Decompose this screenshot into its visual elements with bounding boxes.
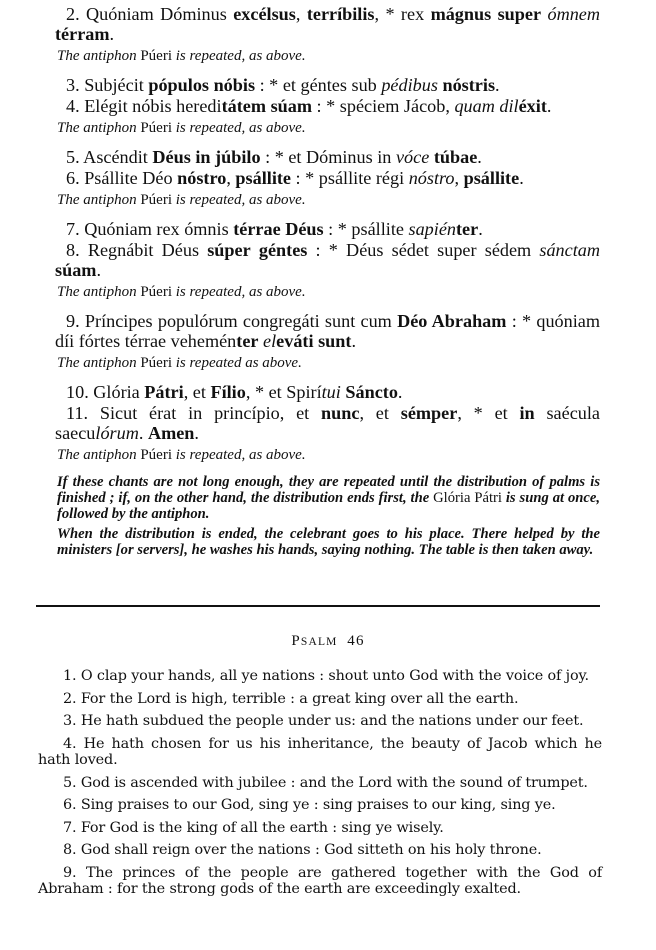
- rubric-instruction: When the distribution is ended, the celebrant goes to his place. There helped by the ministers [or servers], he washes his hands, saying nothing. The table is then taken away.: [57, 526, 600, 558]
- latin-verse: 8. Regnábit Déus súper géntes : * Déus sédet super sédem sánctam súam.: [55, 240, 601, 280]
- psalm-title: PSALM 46: [291, 633, 365, 649]
- antiphon-rubric: The antiphon Púeri is repeated, as above.: [57, 192, 306, 208]
- english-verse: 6. Sing praises to our God, sing ye : sing praises to our king, sing ye.: [63, 797, 556, 813]
- rubric-instruction: If these chants are not long enough, they are repeated until the distribution of palms is finished ; if, on the other hand, the distribution ends first, the Glória Pátri is sung at once, followed by the antiphon.: [57, 474, 601, 522]
- section-divider: [36, 605, 600, 607]
- latin-verse: 5. Ascéndit Déus in júbilo : * et Dóminus in vóce túbae.: [66, 147, 482, 167]
- latin-verse: 9. Príncipes populórum congregáti sunt cum Déo Abraham : * quóniam díi fórtes térrae veheménter eleváti sunt.: [55, 311, 601, 351]
- english-psalm-section: [38, 668, 602, 904]
- latin-psalm-section: [55, 4, 600, 562]
- latin-verse: 10. Glória Pátri, et Fílio, * et Spirítui Sáncto.: [66, 382, 403, 402]
- antiphon-rubric: The antiphon Púeri is repeated, as above.: [57, 447, 306, 463]
- latin-verse: 7. Quóniam rex ómnis térrae Déus : * psállite sapiénter.: [66, 219, 483, 239]
- latin-verse: 4. Elégit nóbis hereditátem súam : * spéciem Jácob, quam diléxit.: [66, 96, 552, 116]
- english-verse: 9. The princes of the people are gathered together with the God of Abraham : for the strong gods of the earth are exceedingly exalted.: [38, 864, 602, 897]
- antiphon-rubric: The antiphon Púeri is repeated, as above.: [57, 284, 306, 300]
- latin-verse: 3. Subjécit pópulos nóbis : * et géntes sub pédibus nóstris.: [66, 75, 500, 95]
- english-verse: 5. God is ascended with jubilee : and the Lord with the sound of trumpet.: [63, 774, 588, 791]
- english-verse: 1. O clap your hands, all ye nations : shout unto God with the voice of joy.: [63, 668, 589, 684]
- english-verse: 8. God shall reign over the nations : God sitteth on his holy throne.: [63, 842, 542, 858]
- english-verse: 2. For the Lord is high, terrible : a great king over all the earth.: [63, 690, 519, 707]
- english-verse: 3. He hath subdued the people under us: and the nations under our feet.: [63, 713, 584, 729]
- english-verse: 4. He hath chosen for us his inheritance, the beauty of Jacob which he hath loved.: [38, 735, 602, 768]
- latin-verse: 6. Psállite Déo nóstro, psállite : * psállite régi nóstro, psállite.: [66, 168, 524, 188]
- latin-verse: 2. Quóniam Dóminus excélsus, terríbilis, * rex mágnus super ómnem térram.: [55, 4, 600, 44]
- antiphon-rubric: The antiphon Púeri is repeated as above.: [57, 355, 302, 371]
- antiphon-rubric: The antiphon Púeri is repeated, as above.: [57, 120, 306, 136]
- english-verse: 7. For God is the king of all the earth : sing ye wisely.: [63, 819, 444, 836]
- latin-verse: 11. Sicut érat in princípio, et nunc, et sémper, * et in saécula saeculórum. Amen.: [55, 403, 600, 443]
- antiphon-rubric: The antiphon Púeri is repeated, as above.: [57, 48, 306, 64]
